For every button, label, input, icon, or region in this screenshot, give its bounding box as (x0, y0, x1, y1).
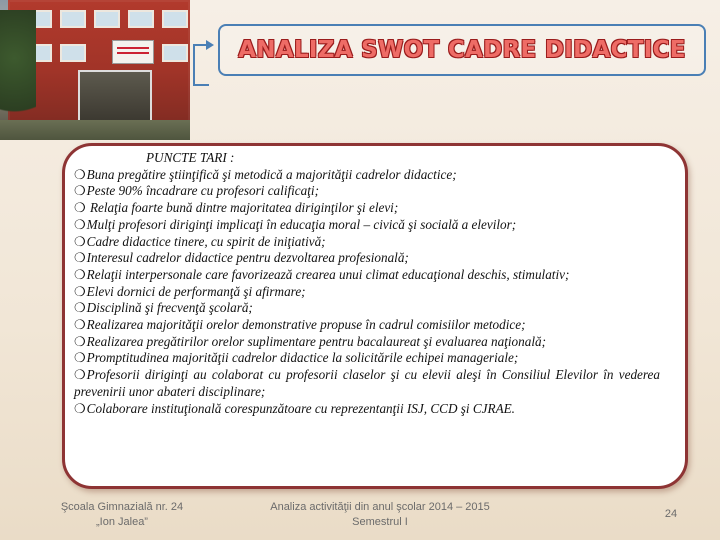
list-item (74, 367, 660, 400)
list-item-text: Elevi dornici de performanţă şi afirmare; (86, 283, 306, 299)
ground (0, 120, 190, 140)
bullet-icon: ❍ (74, 183, 86, 199)
section-heading: PUNCTE TARI : (146, 150, 235, 165)
bullet-icon: ❍ (74, 367, 86, 383)
entrance-door (78, 70, 152, 124)
list-item (74, 250, 660, 267)
bullet-icon: ❍ (74, 200, 86, 216)
window (162, 10, 188, 28)
window (94, 10, 120, 28)
bullet-icon: ❍ (74, 216, 86, 232)
list-item (74, 183, 660, 200)
footer-school-name: Şcoala Gimnazială nr. 24 (60, 501, 184, 513)
footer-report (262, 500, 498, 530)
bullet-icon: ❍ (74, 350, 86, 366)
list-item (74, 300, 660, 317)
school-sign (112, 40, 154, 64)
tree (0, 10, 36, 130)
list-item-text: Buna pregătire ştiinţifică şi metodică a majorităţii cadrelor didactice; (86, 166, 457, 182)
list-item (74, 317, 660, 334)
items-container (74, 167, 660, 418)
list-item (74, 200, 660, 217)
list-item (74, 350, 660, 367)
list-item (74, 267, 660, 284)
strengths-list (74, 150, 660, 417)
list-item-text: Promptitudinea majorităţii cadrelor didactice la solicitările echipei manageriale; (86, 350, 519, 366)
list-item (74, 234, 660, 251)
school-building-photo (0, 0, 190, 140)
list-item-text: Colaborare instituţională corespunzătoare cu reprezentanţii ISJ, CCD şi CJRAE. (86, 400, 515, 416)
connector-arrow-icon (206, 40, 214, 50)
list-item-text: Realizarea pregătirilor orelor suplimentare pentru bacalaureat şi evaluarea naţională; (86, 333, 546, 349)
window (60, 44, 86, 62)
list-item-text: Mulţi profesori diriginţi implicaţi în educaţia moral – civică şi socială a elevilor; (86, 216, 517, 232)
list-item-text: Relaţia foarte bună dintre majoritatea diriginţilor şi elevi; (86, 200, 399, 216)
bullet-icon: ❍ (74, 333, 86, 349)
window (60, 10, 86, 28)
list-item (74, 217, 660, 234)
footer-school-patron: „Ion Jalea” (96, 516, 148, 528)
bullet-icon: ❍ (74, 166, 86, 182)
list-item-text: Relaţii interpersonale care favorizează crearea unui climat educaţional deschis, stimulativ; (86, 266, 570, 282)
list-item-text: Peste 90% încadrare cu profesori calificaţi; (86, 183, 319, 199)
footer-school (52, 500, 192, 530)
list-item (74, 284, 660, 301)
footer-report-period: Semestrul I (352, 516, 408, 528)
list-item-text: Realizarea majorităţii orelor demonstrative propuse în cadrul comisiilor metodice; (86, 317, 526, 333)
list-item (74, 401, 660, 418)
bullet-icon: ❍ (74, 233, 86, 249)
window (162, 44, 188, 62)
list-item (74, 167, 660, 184)
bullet-icon: ❍ (74, 250, 86, 266)
page-title: ANALIZA SWOT CADRE DIDACTICE (238, 37, 686, 63)
bullet-icon: ❍ (74, 283, 86, 299)
bullet-icon: ❍ (74, 300, 86, 316)
window (128, 10, 154, 28)
list-item-text: Disciplină şi frecvenţă şcolară; (86, 300, 253, 316)
bullet-icon: ❍ (74, 317, 86, 333)
list-item-text: Profesorii diriginţi au colaborat cu profesorii claselor şi cu elevii aleşi în Consiliul Elevilor în vederea prevenirii unor abateri disciplinare; (74, 367, 660, 399)
bullet-icon: ❍ (74, 266, 86, 282)
footer-report-title: Analiza activităţii din anul şcolar 2014 – 2015 (270, 501, 490, 513)
page-number: 24 (664, 508, 678, 520)
list-item (74, 334, 660, 351)
list-item-text: Cadre didactice tinere, cu spirit de iniţiativă; (86, 233, 326, 249)
connector-line (193, 44, 209, 86)
title-box (218, 24, 706, 76)
list-item-text: Interesul cadrelor didactice pentru dezvoltarea profesională; (86, 250, 409, 266)
bullet-icon: ❍ (74, 400, 86, 416)
